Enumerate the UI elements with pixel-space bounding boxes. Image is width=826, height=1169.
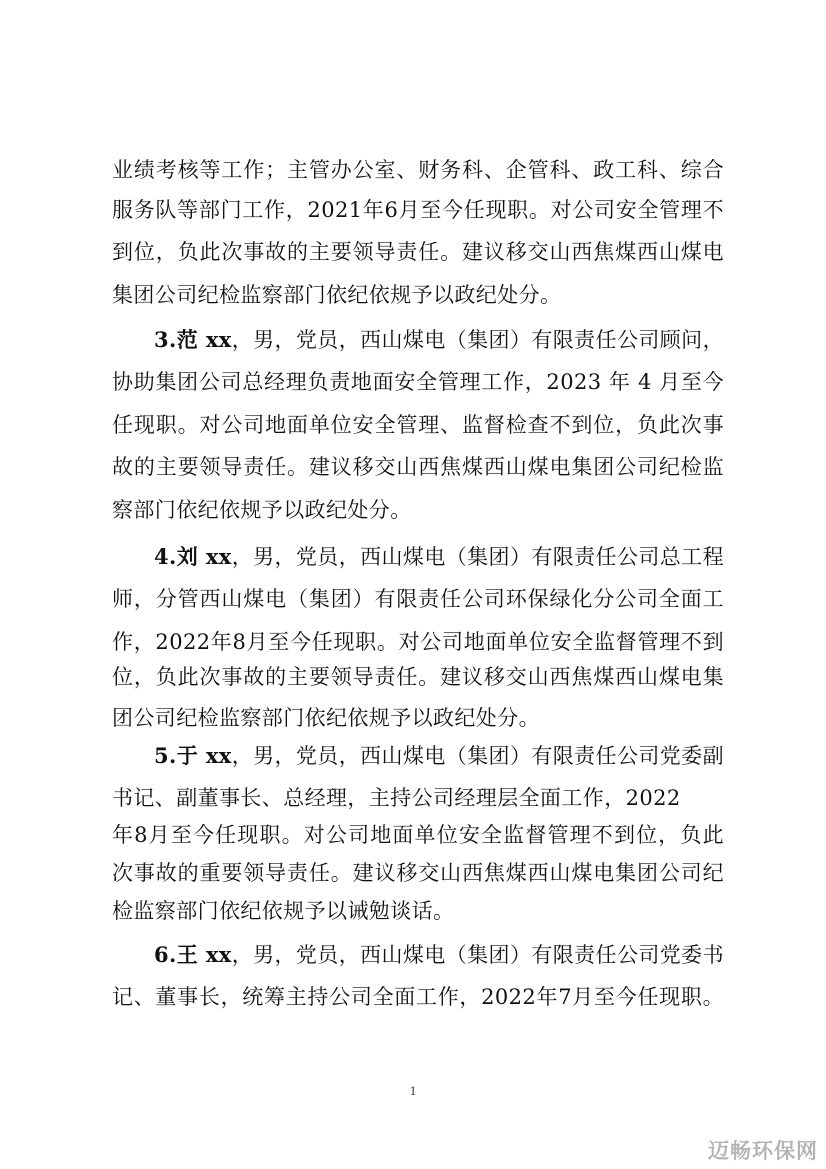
item-4-line: 作，2022年8月至今任现职。对公司地面单位安全监督管理不到 [112, 630, 724, 654]
item-3-line: 故的主要领导责任。建议移交山西焦煤西山煤电集团公司纪检监 [112, 455, 724, 479]
item-5-first-line [154, 741, 724, 771]
item-3-line: 察部门依纪依规予以政纪处分。 [112, 498, 412, 522]
item-5-line: 年8月至今任现职。对公司地面单位安全监督管理不到位，负此 [112, 823, 724, 847]
item-6-first-text: ，男，党员，西山煤电（集团）有限责任公司党委书 [231, 943, 724, 967]
item-4-first-text: ，男，党员，西山煤电（集团）有限责任公司总工程 [231, 545, 724, 569]
item-4-first-line [154, 542, 724, 572]
paragraph-line: 服务队等部门工作，2021年6月至今任现职。对公司安全管理不 [112, 198, 724, 222]
item-6-heading: 6.王 xx [154, 942, 232, 967]
item-5-line: 书记、副董事长、总经理，主持公司经理层全面工作，2022 [112, 786, 681, 810]
paragraph-line: 业绩考核等工作；主管办公室、财务科、企管科、政工科、综合 [112, 158, 724, 182]
item-3-first-text: ，男，党员，西山煤电（集团）有限责任公司顾问， [231, 328, 724, 352]
site-watermark: 迈畅环保网 [708, 1139, 818, 1163]
item-4-line: 团公司纪检监察部门依纪依规予以政纪处分。 [112, 706, 540, 730]
paragraph-line: 集团公司纪检监察部门依纪依规予以政纪处分。 [112, 283, 562, 307]
item-4-heading: 4.刘 xx [154, 544, 232, 569]
item-4-line: 师，分管西山煤电（集团）有限责任公司环保绿化分公司全面工 [112, 587, 724, 611]
item-3-heading: 3.范 xx [154, 327, 232, 352]
item-5-heading: 5.于 xx [154, 743, 232, 768]
item-3-line: 任现职。对公司地面单位安全管理、监督检查不到位，负此次事 [112, 413, 724, 437]
item-5-line: 检监察部门依纪依规予以诫勉谈话。 [112, 899, 455, 923]
page-number: 1 [409, 1083, 417, 1098]
paragraph-line: 到位，负此次事故的主要领导责任。建议移交山西焦煤西山煤电 [112, 240, 724, 264]
item-3-first-line [154, 325, 724, 355]
item-3-line: 协助集团公司总经理负责地面安全管理工作，2023 年 4 月至今 [112, 370, 724, 394]
item-5-line: 次事故的重要领导责任。建议移交山西焦煤西山煤电集团公司纪 [112, 861, 724, 885]
item-6-line: 记、董事长，统筹主持公司全面工作，2022年7月至今任现职。 [112, 985, 724, 1009]
item-4-line: 位，负此次事故的主要领导责任。建议移交山西焦煤西山煤电集 [112, 665, 724, 689]
item-6-first-line [154, 940, 724, 970]
item-5-first-text: ，男，党员，西山煤电（集团）有限责任公司党委副 [231, 744, 724, 768]
